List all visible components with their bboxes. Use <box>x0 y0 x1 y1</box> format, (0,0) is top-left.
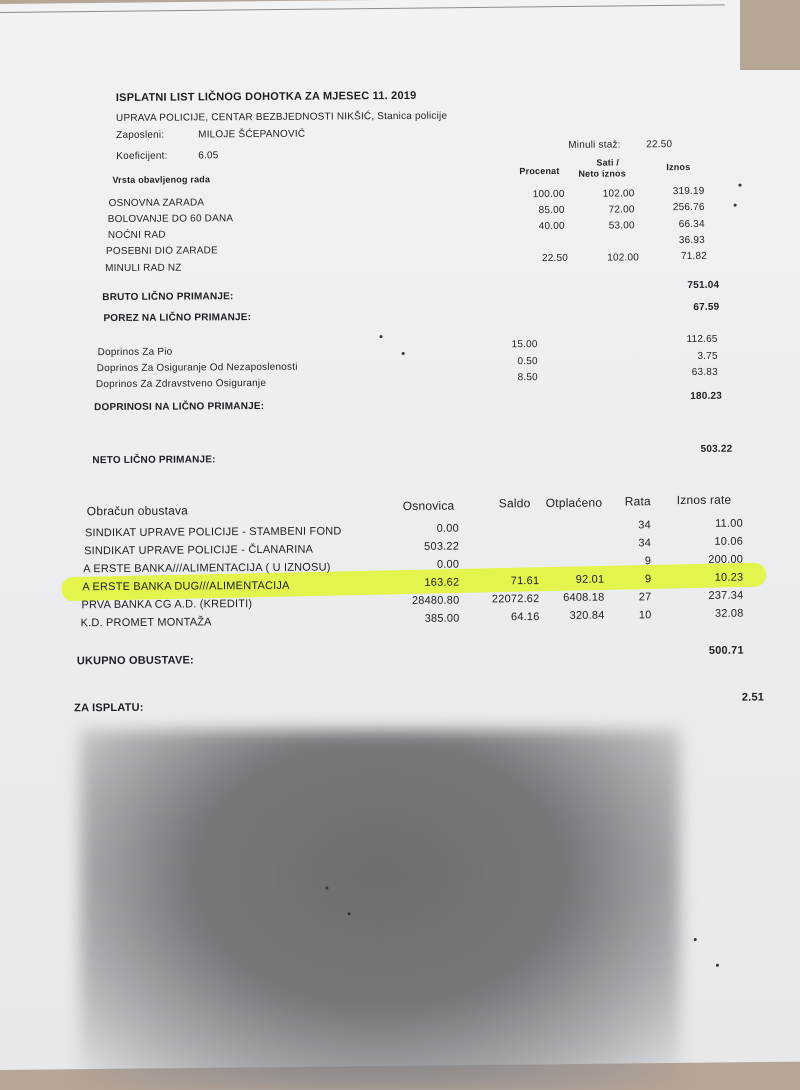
deduction-paid: 92.01 <box>575 573 605 586</box>
contribution-pct: 8.50 <box>517 372 538 384</box>
deduction-name: SINDIKAT UPRAVE POLICIJE - STAMBENI FOND <box>84 525 342 540</box>
porez-value: 67.59 <box>693 301 720 313</box>
deduction-saldo: 22072.62 <box>491 593 540 606</box>
deduction-amount: 32.08 <box>714 607 744 620</box>
neto-value: 503.22 <box>700 443 733 455</box>
deduction-rate: 10 <box>638 609 652 622</box>
earning-name: NOĆNI RAD <box>107 229 166 242</box>
earning-pct: 22.50 <box>541 252 569 265</box>
deduction-name: SINDIKAT UPRAVE POLICIJE - ČLANARINA <box>84 543 314 558</box>
ukupno-value: 500.71 <box>708 644 744 657</box>
porez-label: POREZ NA LIČNO PRIMANJE: <box>103 312 252 325</box>
earning-hours: 72.00 <box>608 204 635 216</box>
deduction-amount: 200.00 <box>708 553 744 566</box>
deduction-saldo: 64.16 <box>510 611 540 624</box>
earning-amount: 256.76 <box>672 201 705 214</box>
earning-amount: 319.19 <box>672 185 705 198</box>
earning-amount: 36.93 <box>678 234 705 247</box>
earning-hours: 102.00 <box>607 252 640 264</box>
contribution-amount: 3.75 <box>697 350 718 362</box>
ink-speck <box>348 912 351 915</box>
neto-label: NETO LIČNO PRIMANJE: <box>92 454 216 467</box>
deduction-base: 163.62 <box>424 576 460 589</box>
bruto-value: 751.04 <box>687 279 720 291</box>
earning-hours: 53.00 <box>608 220 635 232</box>
deduction-base: 0.00 <box>436 558 460 571</box>
deduction-name: A ERSTE BANKA DUG///ALIMENTACIJA <box>82 579 290 594</box>
staz-label: Minuli staž: <box>568 139 621 151</box>
deduction-amount: 11.00 <box>715 517 743 530</box>
contribution-pct: 15.00 <box>511 339 538 351</box>
deduction-name: A ERSTE BANKA///ALIMENTACIJA ( U IZNOSU) <box>83 561 331 576</box>
deduction-base: 28480.80 <box>411 594 460 607</box>
contribution-pct: 0.50 <box>517 356 538 368</box>
ink-speck <box>716 964 719 967</box>
earning-name: POSEBNI DIO ZARADE <box>105 245 218 258</box>
employee-name: MILOJE ŠĆEPANOVIĆ <box>198 128 306 141</box>
col-hours-2: Neto iznos <box>578 168 626 179</box>
deduction-saldo: 71.61 <box>510 575 540 588</box>
deduction-amount: 10.06 <box>714 535 744 548</box>
col-work-type: Vrsta obavljenog rada <box>112 174 211 186</box>
col-amount: Iznos <box>666 161 691 173</box>
deduction-rate: 34 <box>638 519 651 532</box>
deduction-rate: 9 <box>644 555 652 568</box>
ink-speck <box>380 335 383 338</box>
earning-name: MINULI RAD NZ <box>105 262 182 275</box>
deduction-name: K.D. PROMET MONTAŽA <box>80 616 212 630</box>
coefficient-value: 6.05 <box>198 150 219 162</box>
ukupno-label: UKUPNO OBUSTAVE: <box>76 654 194 668</box>
deduction-paid: 6408.18 <box>563 591 605 604</box>
bruto-label: BRUTO LIČNO PRIMANJE: <box>102 291 234 304</box>
col-rate: Rata <box>624 494 651 509</box>
ink-speck <box>734 204 737 207</box>
col-hours-1: Sati / <box>596 157 620 168</box>
institution-line: UPRAVA POLICIJE, CENTAR BEZBJEDNOSTI NIKŠIĆ, Stanica policije <box>115 110 448 124</box>
contribution-name: Doprinos Za Pio <box>97 346 173 359</box>
earning-pct: 40.00 <box>538 220 565 233</box>
deduction-base: 385.00 <box>424 612 460 625</box>
earning-amount: 71.82 <box>680 250 708 263</box>
ink-speck <box>738 184 741 187</box>
deductions-title: Obračun obustava <box>86 503 189 519</box>
deduction-rate: 9 <box>644 573 652 586</box>
contribution-name: Doprinos Za Osiguranje Od Nezaposlenosti <box>96 361 298 375</box>
ink-speck <box>694 938 697 941</box>
deduction-amount: 237.34 <box>708 589 744 602</box>
doprinosi-label: DOPRINOSI NA LIČNO PRIMANJE: <box>94 400 265 414</box>
deduction-base: 503.22 <box>424 540 460 553</box>
document-title: ISPLATNI LIST LIČNOG DOHOTKA ZA MJESEC 11. 2019 <box>115 89 417 104</box>
earning-name: BOLOVANJE DO 60 DANA <box>107 213 234 226</box>
ink-speck <box>325 887 328 890</box>
col-percent: Procenat <box>519 165 560 177</box>
deduction-amount: 10.23 <box>714 571 744 584</box>
earning-pct: 85.00 <box>538 204 565 217</box>
deduction-name: PRVA BANKA CG A.D. (KREDITI) <box>81 598 253 612</box>
earning-name: OSNOVNA ZARADA <box>108 197 205 210</box>
deduction-paid: 320.84 <box>569 609 605 622</box>
doprinosi-value: 180.23 <box>690 390 723 402</box>
coefficient-label: Koeficijent: <box>116 150 168 162</box>
staz-value: 22.50 <box>646 139 673 151</box>
isplata-value: 2.51 <box>741 691 765 704</box>
earning-amount: 66.34 <box>678 218 705 231</box>
ink-speck <box>402 352 405 355</box>
earning-pct: 100.00 <box>532 188 565 201</box>
contribution-amount: 112.65 <box>686 333 718 345</box>
col-saldo: Saldo <box>498 496 531 511</box>
deduction-rate: 34 <box>638 537 652 550</box>
contribution-amount: 63.83 <box>691 366 718 378</box>
deduction-rate: 27 <box>638 591 652 604</box>
col-paid: Otplaćeno <box>545 495 603 510</box>
earning-hours: 102.00 <box>602 188 635 200</box>
col-installment: Iznos rate <box>676 492 732 508</box>
deduction-base: 0.00 <box>436 522 459 535</box>
col-base: Osnovica <box>402 498 455 513</box>
employee-label: Zaposleni: <box>116 129 165 141</box>
contribution-name: Doprinos Za Zdravstveno Osiguranje <box>95 377 267 391</box>
isplata-label: ZA ISPLATU: <box>74 701 144 715</box>
